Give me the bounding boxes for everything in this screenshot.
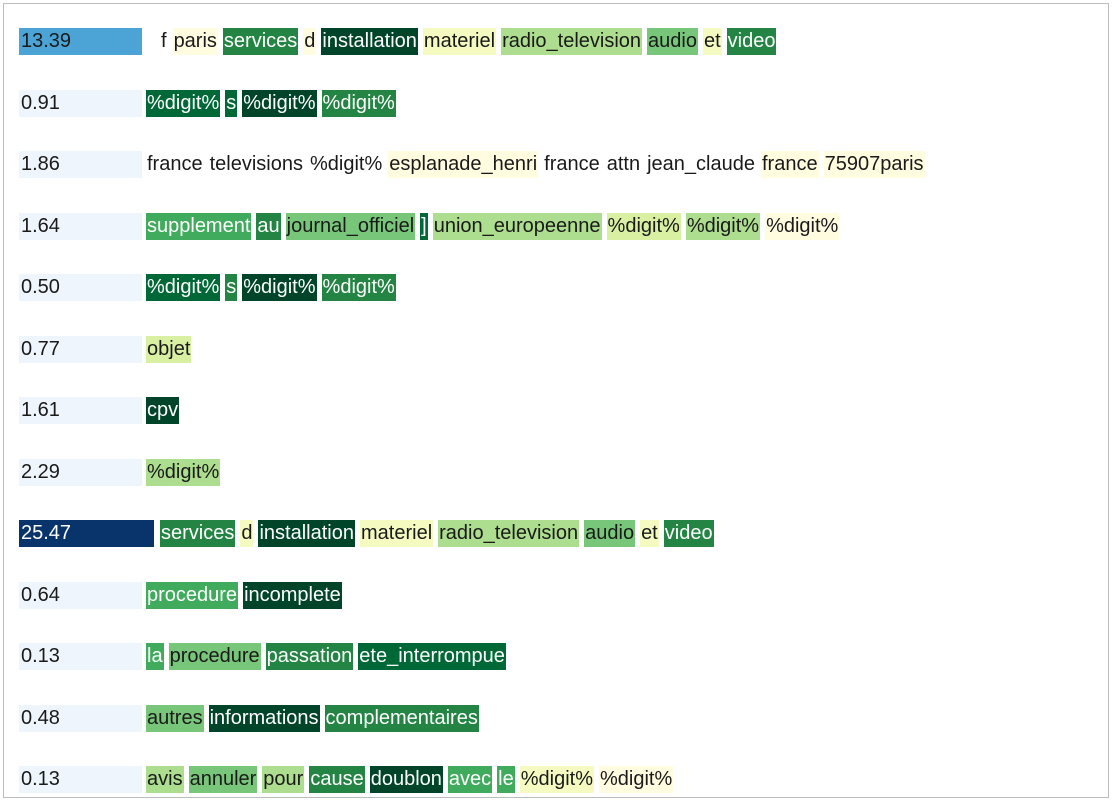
token: %digit% <box>242 274 316 301</box>
score-row <box>19 397 184 424</box>
token: le <box>497 766 515 793</box>
token: %digit% <box>686 213 760 240</box>
token: cause <box>309 766 364 793</box>
token: et <box>703 28 722 55</box>
score-value: 0.91 <box>21 91 60 114</box>
token: journal_officiel <box>286 213 416 240</box>
score-cell <box>19 336 142 363</box>
token: %digit% <box>607 213 681 240</box>
score-value: 0.48 <box>21 706 60 729</box>
token: autres <box>146 705 204 732</box>
token: %digit% <box>242 90 316 117</box>
token: f <box>160 28 168 55</box>
token: au <box>256 213 280 240</box>
token: procedure <box>146 582 238 609</box>
score-value: 0.13 <box>21 768 60 790</box>
score-row <box>19 766 678 793</box>
token: video <box>664 520 714 547</box>
score-row <box>19 705 484 732</box>
token: radio_television <box>438 520 579 547</box>
score-value: 0.13 <box>21 645 60 667</box>
token: cpv <box>146 397 179 424</box>
token: materiel <box>360 520 433 547</box>
token: ete_interrompue <box>358 643 506 670</box>
token: %digit% <box>322 274 396 301</box>
token: %digit% <box>309 151 383 178</box>
score-row <box>19 336 196 363</box>
score-row <box>19 582 347 609</box>
score-cell <box>19 213 142 240</box>
score-row <box>19 213 844 240</box>
score-value: 25.47 <box>21 522 72 544</box>
token: %digit% <box>520 766 594 793</box>
token: installation <box>321 28 418 55</box>
token: %digit% <box>146 274 220 301</box>
token: ] <box>420 213 428 240</box>
token: attn <box>606 151 641 178</box>
token: esplanade_henri <box>388 151 538 178</box>
token: incomplete <box>243 582 342 609</box>
token: complementaires <box>325 705 479 732</box>
token: pour <box>262 766 304 793</box>
token-sequence <box>146 274 401 301</box>
score-cell <box>19 397 142 424</box>
token: radio_television <box>501 28 642 55</box>
token: jean_claude <box>646 151 756 178</box>
score-value: 0.64 <box>21 583 60 606</box>
token-sequence <box>146 459 225 486</box>
score-value: 1.64 <box>21 214 60 237</box>
token: avec <box>448 766 492 793</box>
token: s <box>225 274 237 301</box>
token: informations <box>209 705 320 732</box>
score-row <box>19 28 781 55</box>
token-sequence <box>146 336 196 363</box>
token: materiel <box>423 28 496 55</box>
token-sequence <box>146 213 844 240</box>
token: services <box>160 520 235 547</box>
score-cell <box>19 643 142 670</box>
token: annuler <box>189 766 258 793</box>
token-sequence <box>146 90 401 117</box>
score-value: 0.50 <box>21 276 60 298</box>
token: services <box>223 28 298 55</box>
token: %digit% <box>765 213 839 240</box>
attention-visualization <box>3 3 1109 798</box>
score-cell <box>19 520 142 547</box>
token: d <box>303 28 316 55</box>
score-value: 1.86 <box>21 153 60 175</box>
score-value: 1.61 <box>21 399 60 421</box>
token: audio <box>647 28 698 55</box>
score-cell <box>19 90 142 117</box>
token: france <box>761 151 819 178</box>
score-value: 13.39 <box>21 30 72 52</box>
token: procedure <box>169 643 261 670</box>
score-row <box>19 274 401 301</box>
token-sequence <box>146 705 484 732</box>
token: france <box>543 151 601 178</box>
token: paris <box>173 28 218 55</box>
token-sequence <box>146 582 347 609</box>
token: doublon <box>370 766 443 793</box>
token: france <box>146 151 204 178</box>
token: et <box>640 520 659 547</box>
score-row <box>19 90 401 117</box>
token: televisions <box>209 151 304 178</box>
token-sequence <box>146 151 930 178</box>
token: d <box>240 520 253 547</box>
score-value: 2.29 <box>21 460 60 483</box>
score-row <box>19 151 930 178</box>
token: video <box>727 28 777 55</box>
token-sequence <box>146 397 184 424</box>
token-sequence <box>160 28 781 55</box>
token: avis <box>146 766 184 793</box>
token-sequence <box>146 766 678 793</box>
token: passation <box>266 643 354 670</box>
score-cell <box>19 274 142 301</box>
score-row <box>19 643 511 670</box>
score-value: 0.77 <box>21 337 60 360</box>
score-cell <box>19 28 142 55</box>
token: union_europeenne <box>433 213 602 240</box>
score-row <box>19 520 719 547</box>
score-cell <box>19 766 142 793</box>
score-row <box>19 459 225 486</box>
token-sequence <box>146 643 511 670</box>
token-sequence <box>160 520 719 547</box>
token: 75907paris <box>824 151 925 178</box>
token: la <box>146 643 164 670</box>
token: %digit% <box>599 766 673 793</box>
token: installation <box>258 520 355 547</box>
score-cell <box>19 151 142 178</box>
token: %digit% <box>322 90 396 117</box>
token: %digit% <box>146 459 220 486</box>
score-cell <box>19 582 142 609</box>
token: supplement <box>146 213 251 240</box>
token: s <box>225 90 237 117</box>
score-cell <box>19 705 142 732</box>
token: %digit% <box>146 90 220 117</box>
token: objet <box>146 336 191 363</box>
token: audio <box>584 520 635 547</box>
score-cell <box>19 459 142 486</box>
